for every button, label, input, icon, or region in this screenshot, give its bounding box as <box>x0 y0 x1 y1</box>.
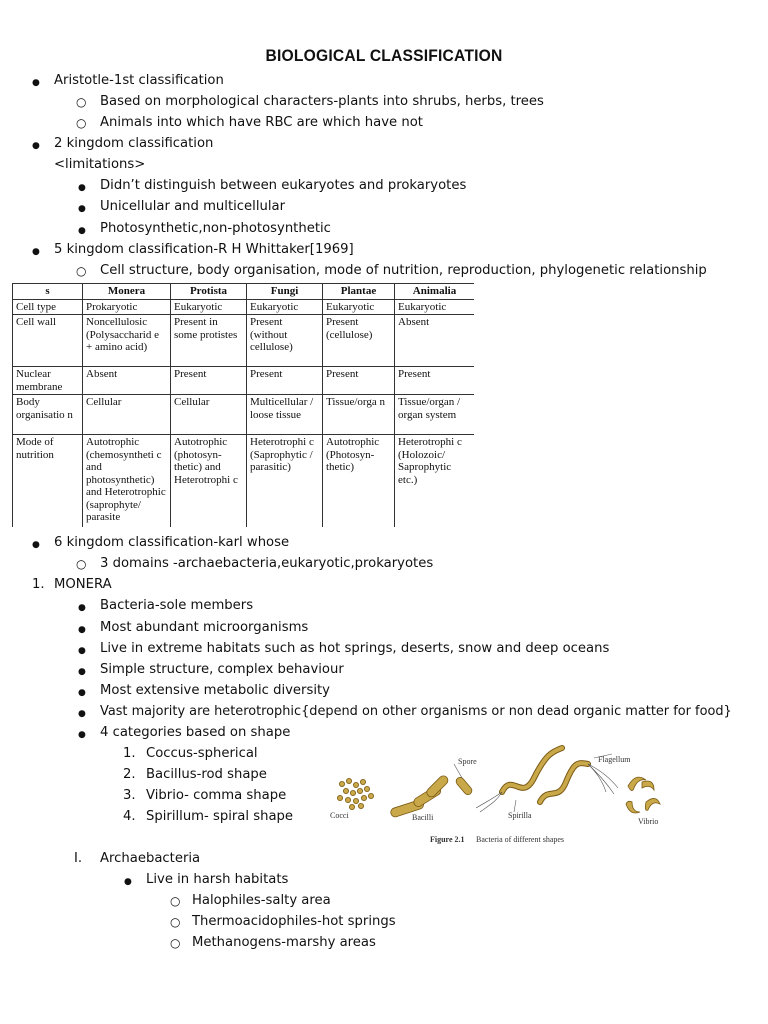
bullet-dot <box>32 135 40 155</box>
table-cell: Present <box>247 367 323 395</box>
list-number: 4. <box>123 809 136 824</box>
bullet-dot <box>78 724 86 744</box>
bullet-dot <box>78 640 86 660</box>
cocci-cluster <box>337 778 373 809</box>
table-cell: Present (cellulose) <box>323 315 395 367</box>
table-cell: Present <box>395 367 475 395</box>
list-item: Coccus-spherical <box>146 746 258 761</box>
list-number: I. <box>74 851 83 866</box>
table-row <box>13 315 475 367</box>
table-cell: Cell type <box>13 299 83 315</box>
column-header: s <box>13 284 83 300</box>
figure-caption: Bacteria of different shapes <box>476 835 565 844</box>
list-item: 5 kingdom classification-R H Whittaker[1969] <box>54 242 354 257</box>
bullet-circle <box>76 262 86 280</box>
list-item: Methanogens-marshy areas <box>192 935 376 950</box>
bullet-circle <box>76 555 86 573</box>
table-cell: Multicellular / loose tissue <box>247 395 323 435</box>
bullet-dot <box>78 703 86 723</box>
bullet-dot <box>78 597 86 617</box>
table-cell: Noncellulosic (Polysaccharid e + amino acid) <box>83 315 171 367</box>
table-cell: Absent <box>83 367 171 395</box>
table-cell: Body organisatio n <box>13 395 83 435</box>
table-cell: Cellular <box>171 395 247 435</box>
label-bacilli: Bacilli <box>412 813 434 822</box>
table-cell: Present <box>171 367 247 395</box>
list-item: Unicellular and multicellular <box>100 199 286 214</box>
table-row <box>13 299 475 315</box>
list-item: Cell structure, body organisation, mode of nutrition, reproduction, phylogenetic relationship <box>100 263 707 278</box>
bullet-dot <box>78 619 86 639</box>
table-cell: Autotrophic (photosyn- thetic) and Heterotrophi c <box>171 435 247 528</box>
column-header: Monera <box>83 284 171 300</box>
vibrio-cluster <box>626 777 660 813</box>
kingdom-table-container <box>12 283 474 527</box>
table-cell: Present (without cellulose) <box>247 315 323 367</box>
label-cocci: Cocci <box>330 811 349 820</box>
bullet-circle <box>76 93 86 111</box>
table-cell: Eukaryotic <box>247 299 323 315</box>
list-item: Photosynthetic,non-photosynthetic <box>100 221 331 236</box>
table-cell: Eukaryotic <box>395 299 475 315</box>
bacteria-shapes-figure <box>326 742 678 854</box>
list-number: 2. <box>123 767 136 782</box>
list-item: Simple structure, complex behaviour <box>100 662 344 677</box>
list-item: Aristotle-1st classification <box>54 73 224 88</box>
column-header: Fungi <box>247 284 323 300</box>
bullet-dot <box>78 682 86 702</box>
table-row <box>13 367 475 395</box>
bullet-circle <box>76 114 86 132</box>
table-cell: Present <box>323 367 395 395</box>
list-item: Halophiles-salty area <box>192 893 331 908</box>
list-item: Bacillus-rod shape <box>146 767 267 782</box>
label-spirilla: Spirilla <box>508 811 532 820</box>
bullet-dot <box>32 241 40 261</box>
page-title: BIOLOGICAL CLASSIFICATION <box>265 46 503 65</box>
subsection-heading: Archaebacteria <box>100 851 201 866</box>
list-item: Animals into which have RBC are which have not <box>100 115 423 130</box>
table-cell: Cellular <box>83 395 171 435</box>
table-row <box>13 435 475 528</box>
bullet-circle <box>170 913 180 931</box>
bullet-circle <box>170 934 180 952</box>
bullet-dot <box>32 534 40 554</box>
table-cell: Tissue/organ / organ system <box>395 395 475 435</box>
list-item: Thermoacidophiles-hot springs <box>192 914 396 929</box>
label-vibrio: Vibrio <box>638 817 659 826</box>
column-header: Plantae <box>323 284 395 300</box>
list-number: 1. <box>123 746 136 761</box>
kingdom-table <box>12 283 474 527</box>
table-cell: Autotrophic (chemosyntheti c and photosynthetic) and Heterotrophic (saprophyte/ parasite <box>83 435 171 528</box>
list-item: Bacteria-sole members <box>100 598 254 613</box>
list-item: 4 categories based on shape <box>100 725 291 740</box>
table-header-row <box>13 284 475 300</box>
list-item: <limitations> <box>54 157 146 172</box>
bullet-circle <box>170 892 180 910</box>
label-flagellum: Flagellum <box>598 755 631 764</box>
table-cell: Present in some protistes <box>171 315 247 367</box>
figure-caption-number: Figure 2.1 <box>430 835 465 844</box>
table-cell: Eukaryotic <box>323 299 395 315</box>
bullet-dot <box>78 220 86 240</box>
list-number: 1. <box>32 577 45 592</box>
column-header: Protista <box>171 284 247 300</box>
table-cell: Mode of nutrition <box>13 435 83 528</box>
list-number: 3. <box>123 788 136 803</box>
list-item: Spirillum- spiral shape <box>146 809 294 824</box>
list-item: 3 domains -archaebacteria,eukaryotic,prokaryotes <box>100 556 434 571</box>
table-cell: Tissue/orga n <box>323 395 395 435</box>
table-cell: Autotrophic (Photosyn- thetic) <box>323 435 395 528</box>
table-cell: Absent <box>395 315 475 367</box>
list-item: Most extensive metabolic diversity <box>100 683 330 698</box>
table-cell: Nuclear membrane <box>13 367 83 395</box>
list-item: Didn’t distinguish between eukaryotes and prokaryotes <box>100 178 467 193</box>
list-item: Vast majority are heterotrophic{depend on other organisms or non dead organic matter for food} <box>100 704 732 719</box>
label-spore: Spore <box>458 757 477 766</box>
table-cell: Eukaryotic <box>171 299 247 315</box>
flagellum-lines <box>454 754 618 812</box>
list-item: Based on morphological characters-plants into shrubs, herbs, trees <box>100 94 544 109</box>
list-item: Live in harsh habitats <box>146 872 289 887</box>
bullet-dot <box>32 72 40 92</box>
column-header: Animalia <box>395 284 475 300</box>
section-heading: MONERA <box>54 577 112 592</box>
table-cell: Heterotrophi c (Saprophytic / parasitic) <box>247 435 323 528</box>
list-item: 2 kingdom classification <box>54 136 214 151</box>
list-item: Vibrio- comma shape <box>146 788 287 803</box>
bacteria-illustration <box>326 742 678 854</box>
table-row <box>13 395 475 435</box>
table-cell: Cell wall <box>13 315 83 367</box>
table-cell: Heterotrophi c (Holozoic/ Saprophytic etc.) <box>395 435 475 528</box>
list-item: 6 kingdom classification-karl whose <box>54 535 290 550</box>
bullet-dot <box>78 177 86 197</box>
bullet-dot <box>78 661 86 681</box>
bacilli-cluster <box>390 774 474 818</box>
bullet-dot <box>124 871 132 891</box>
list-item: Live in extreme habitats such as hot springs, deserts, snow and deep oceans <box>100 641 610 656</box>
table-cell: Prokaryotic <box>83 299 171 315</box>
list-item: Most abundant microorganisms <box>100 620 309 635</box>
bullet-dot <box>78 198 86 218</box>
